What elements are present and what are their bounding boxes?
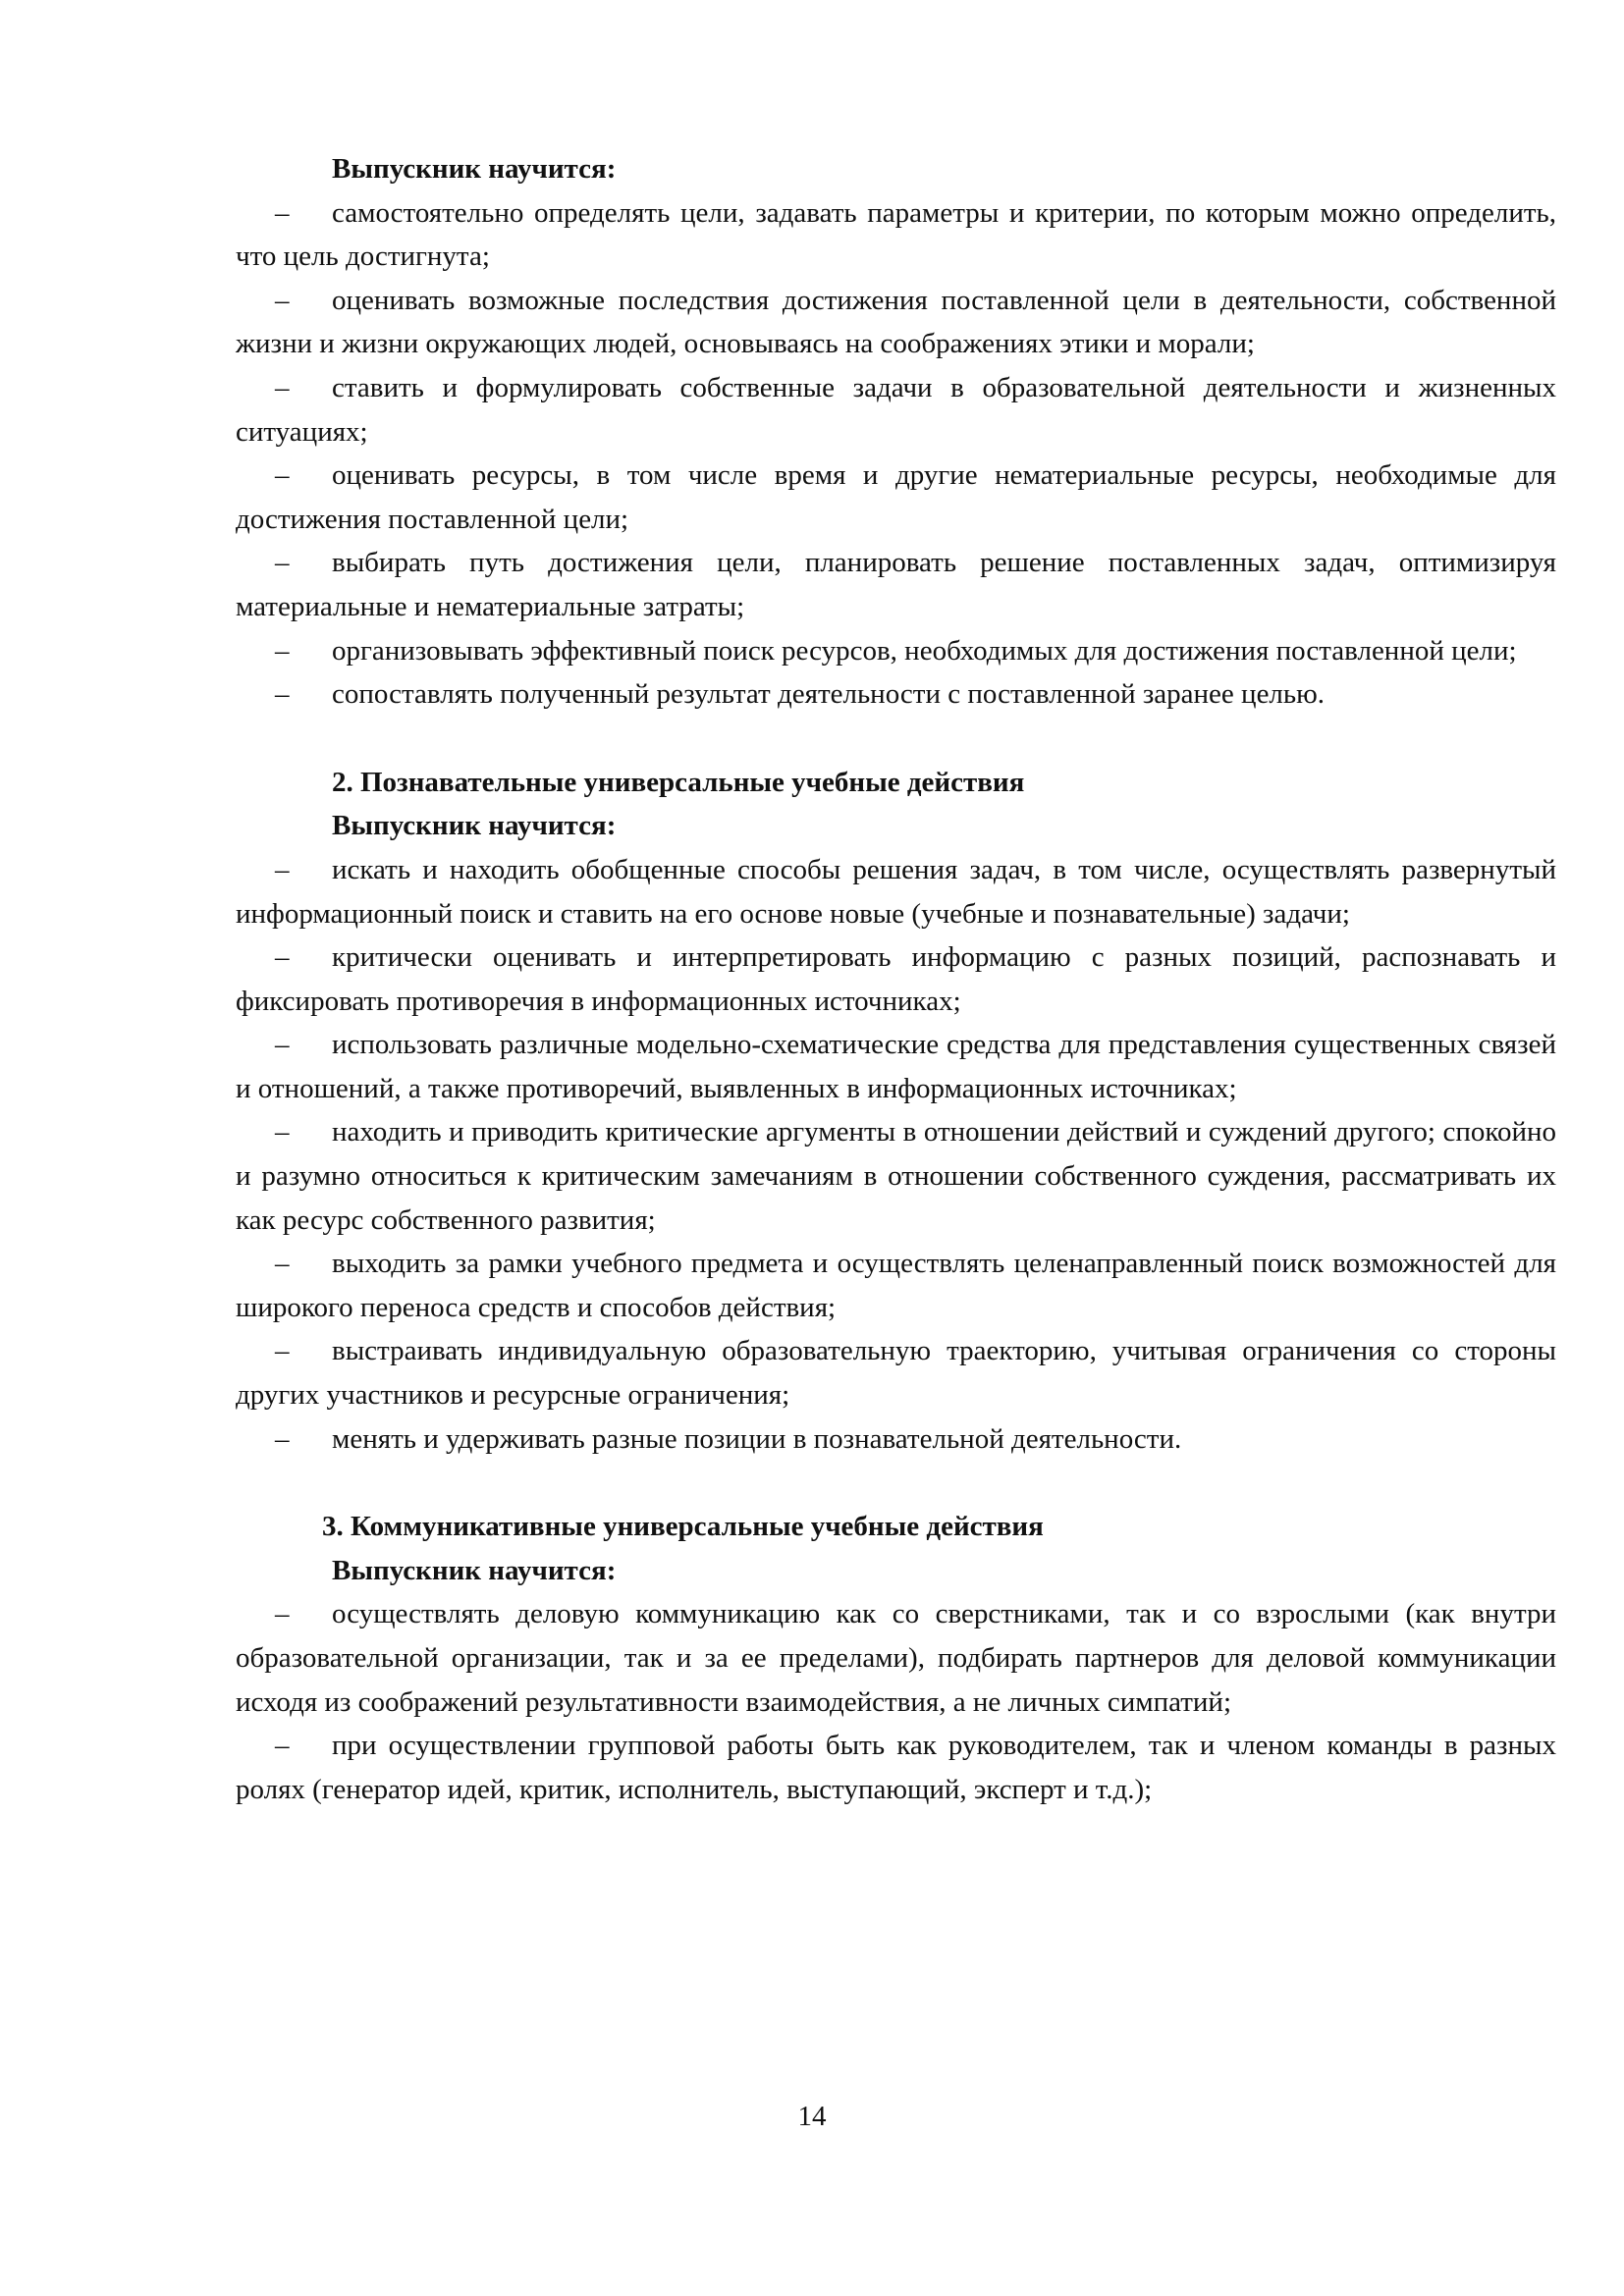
bullet-dash: – [275, 547, 290, 579]
list-item-text: оценивать ресурсы, в том числе время и другие нематериальные ресурсы, необходимые для достижения поставленной цели; [236, 459, 1556, 535]
list-item [236, 1417, 1556, 1462]
list-item [236, 454, 1556, 541]
section-2-subtitle: Выпускник научится: [332, 810, 617, 842]
bullet-dash: – [275, 196, 290, 229]
bullet-dash: – [275, 1335, 290, 1367]
bullet-dash: – [275, 1730, 290, 1762]
bullet-dash: – [275, 853, 290, 885]
list-item [236, 366, 1556, 454]
bullet-dash: – [275, 1029, 290, 1061]
list-item [236, 1023, 1556, 1110]
bullet-dash: – [275, 1116, 290, 1148]
list-item [236, 279, 1556, 366]
list-item [236, 541, 1556, 628]
list-item-text: выбирать путь достижения цели, планировать решение поставленных задач, оптимизируя материальные и нематериальные затраты; [236, 547, 1556, 622]
list-item-text: использовать различные модельно-схематические средства для представления существенных связей и отношений, а также противоречий, выявленных в информационных источниках; [236, 1029, 1556, 1104]
list-item [236, 1329, 1556, 1416]
list-item [236, 848, 1556, 935]
bullet-dash: – [275, 459, 290, 492]
list-item-text: ставить и формулировать собственные задачи в образовательной деятельности и жизненных ситуациях; [236, 371, 1556, 448]
list-item-text: менять и удерживать разные позиции в познавательной деятельности. [332, 1422, 1182, 1455]
bullet-dash: – [275, 284, 290, 316]
bullet-dash: – [275, 371, 290, 403]
list-item [236, 1724, 1556, 1811]
section-1-subtitle: Выпускник научится: [332, 153, 617, 185]
section-2-title: 2. Познавательные универсальные учебные действия [332, 766, 1025, 798]
list-item-text: сопоставлять полученный результат деятельности с поставленной заранее целью. [332, 678, 1326, 711]
bullet-dash: – [275, 1248, 290, 1280]
list-item-text: организовывать эффективный поиск ресурсов, необходимых для достижения поставленной цели; [332, 634, 1517, 667]
section-spacer [236, 717, 1556, 761]
list-item-text: при осуществлении групповой работы быть как руководителем, так и членом команды в разных ролях (генератор идей, критик, исполнитель, выступающий, эксперт и т.д.); [236, 1730, 1556, 1805]
document-page [236, 147, 1556, 1811]
list-item [236, 1242, 1556, 1329]
list-item [236, 1110, 1556, 1242]
list-item [236, 191, 1556, 279]
section-spacer [236, 1461, 1556, 1505]
page-number: 14 [797, 2101, 827, 2132]
list-item [236, 1592, 1556, 1724]
list-item [236, 629, 1556, 673]
list-item [236, 935, 1556, 1023]
section-3-subtitle: Выпускник научится: [332, 1554, 617, 1586]
list-item-text: искать и находить обобщенные способы решения задач, в том числе, осуществлять развернутый информационный поиск и ставить на его основе новые (учебные и познавательные) задачи; [236, 853, 1556, 930]
list-item [236, 672, 1556, 717]
bullet-dash: – [275, 941, 290, 974]
bullet-dash: – [275, 678, 290, 711]
list-item-text: находить и приводить критические аргументы в отношении действий и суждений другого; спокойно и разумно относиться к критическим замечаниям в отношении собственного суждения, рассматривать их как ресурс собственного развития; [236, 1116, 1556, 1236]
bullet-dash: – [275, 1598, 290, 1630]
list-item-text: осуществлять деловую коммуникацию как со сверстниками, так и со взрослыми (как внутри образовательной организации, так и за ее пределами), подбирать партнеров для деловой коммуникации исходя из соображений результативности взаимодействия, а не личных симпатий; [236, 1598, 1556, 1718]
bullet-dash: – [275, 634, 290, 667]
list-item-text: оценивать возможные последствия достижения поставленной цели в деятельности, собственной жизни и жизни окружающих людей, основываясь на соображениях этики и морали; [236, 284, 1556, 360]
section-3-title: 3. Коммуникативные универсальные учебные действия [322, 1511, 1044, 1543]
list-item-text: самостоятельно определять цели, задавать параметры и критерии, по которым можно определить, что цель достигнута; [236, 196, 1556, 273]
list-item-text: выходить за рамки учебного предмета и осуществлять целенаправленный поиск возможностей для широкого переноса средств и способов действия; [236, 1248, 1556, 1323]
list-item-text: критически оценивать и интерпретировать информацию с разных позиций, распознавать и фиксировать противоречия в информационных источниках; [236, 941, 1556, 1017]
bullet-dash: – [275, 1422, 290, 1455]
list-item-text: выстраивать индивидуальную образовательную траекторию, учитывая ограничения со стороны других участников и ресурсные ограничения; [236, 1335, 1556, 1412]
